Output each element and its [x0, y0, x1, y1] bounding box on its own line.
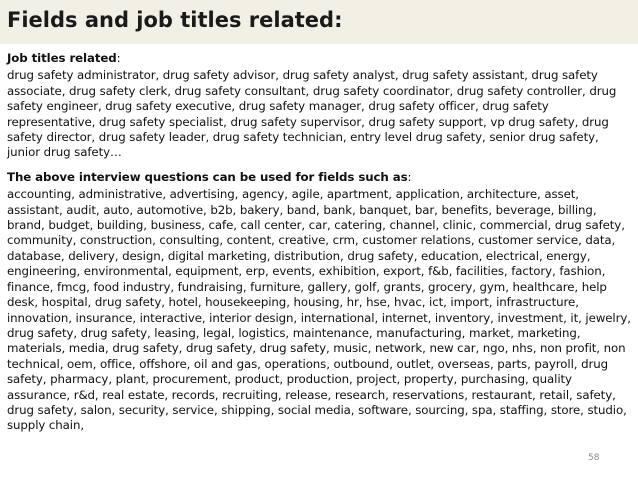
fields-heading-colon: : [407, 169, 412, 184]
job-titles-list: drug safety administrator, drug safety advisor, drug safety analyst, drug safety assistant, drug safety associate, drug safety clerk, drug safety consultant, drug safety coordinator, drug safety controller, drug safety engineer, drug safety executive, drug safety manager, drug safety officer, drug safety representative, drug safety specialist, drug safety supervisor, drug safety support, vp drug safety, drug safety director, drug safety leader, drug safety technician, entry level drug safety, senior drug safety, junior drug safety… [7, 68, 617, 160]
fields-list: accounting, administrative, advertising, agency, agile, apartment, application, architecture, asset, assistant, audit, auto, automotive, b2b, bakery, band, bank, banquet, bar, benefits, beverage, billing, brand, budget, building, business, cafe, call center, car, catering, channel, clinic, commercial, drug safety, community, construction, consulting, content, creative, crm, customer relations, customer service, data, database, delivery, design, digital marketing, distribution, drug safety, education, electrical, energy, engineering, environmental, equipment, erp, events, exhibition, export, f&b, facilities, factory, fashion, finance, fmcg, food industry, fundraising, furniture, gallery, golf, grants, grocery, gym, healthcare, help desk, hospital, drug safety, hotel, housekeeping, housing, hr, hse, hvac, ict, import, infrastructure, innovation, insurance, interactive, interior design, international, internet, inventory, investment, it, jewelry, drug safety, drug safety, leasing, legal, logistics, maintenance, manufacturing, market, marketing, materials, media, drug safety, drug safety, drug safety, music, network, new car, ngo, nhs, non profit, non technical, oem, office, offshore, oil and gas, operations, outbound, outlet, overseas, parts, payroll, drug safety, pharmacy, plant, procurement, product, production, project, property, purchasing, quality assurance, r&d, real estate, records, recruiting, release, research, reservations, restaurant, retail, safety, drug safety, salon, security, service, shipping, social media, software, sourcing, spa, staffing, store, studio, supply chain, [7, 187, 631, 433]
slide-title: Fields and job titles related: [7, 8, 343, 32]
page-number: 58 [588, 453, 600, 463]
job-titles-heading-text: Job titles related [7, 51, 117, 65]
fields-section [7, 170, 633, 434]
job-titles-heading-colon: : [116, 51, 121, 65]
title-bar [0, 0, 638, 44]
fields-heading-text: The above interview questions can be used for fields such as [7, 169, 408, 184]
fields-heading [7, 170, 633, 185]
job-titles-section [7, 51, 633, 161]
slide-content [7, 51, 633, 434]
job-titles-heading [7, 51, 633, 66]
